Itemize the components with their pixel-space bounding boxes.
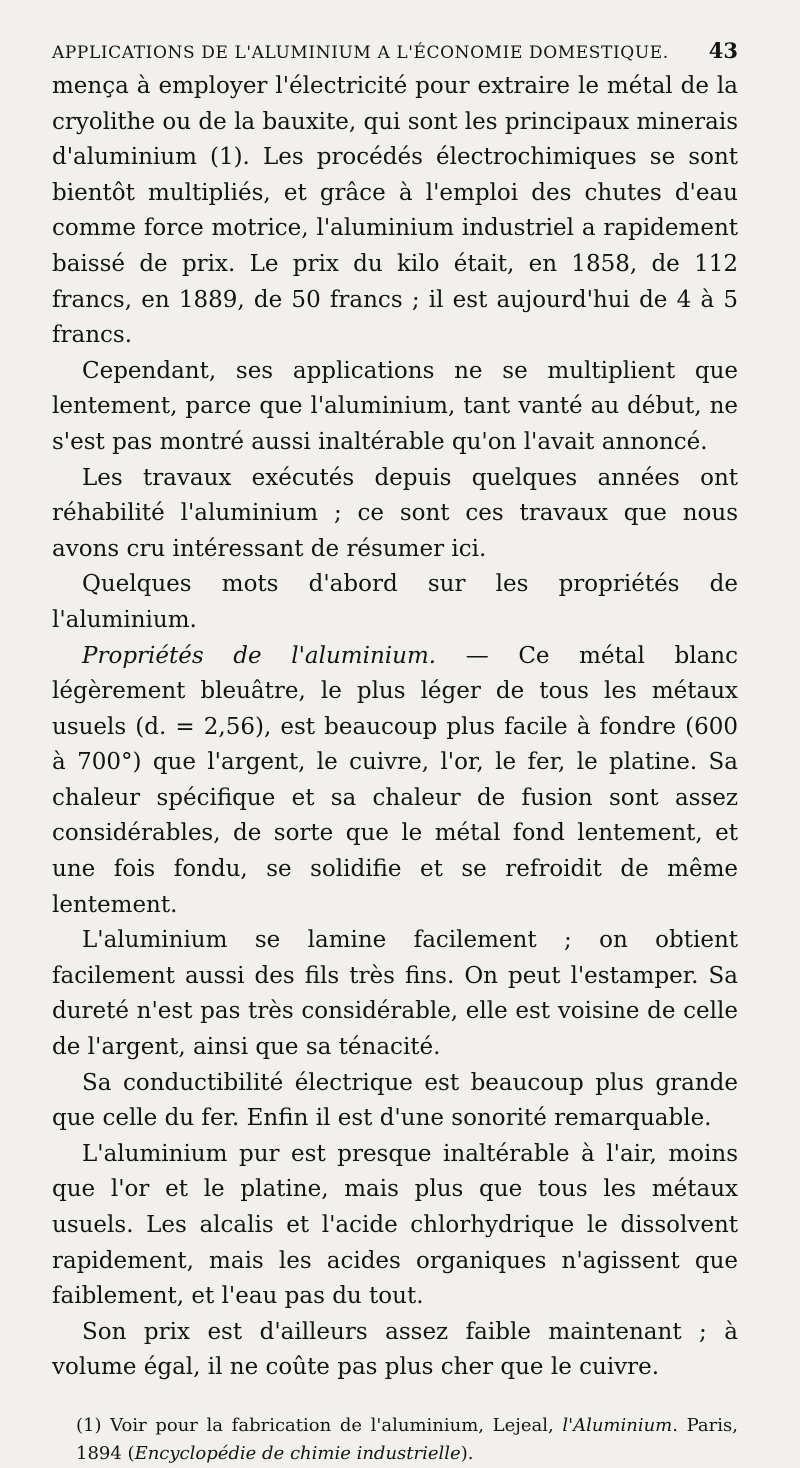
footnote-marker: (1) (76, 1414, 102, 1436)
running-head-title: APPLICATIONS DE L'ALUMINIUM A L'ÉCONOMIE DOMESTIQUE. (52, 43, 669, 63)
footnote-series-title: Encyclopédie de chimie industrielle (134, 1442, 461, 1464)
paragraph: L'aluminium se lamine facilement ; on obtient facilement aussi des fils très fins. On peut l'estamper. Sa dureté n'est pas très considérable, elle est voisine de celle de l'argent, ainsi que sa ténacité. (52, 927, 738, 1061)
footnote-text-middle: . Paris, 1894 ( (76, 1414, 738, 1464)
body-text (52, 69, 738, 1386)
footnote-book-title: l'Aluminium (562, 1414, 673, 1436)
page-number: 43 (708, 38, 738, 63)
footnote-text-before: Voir pour la fabrication de l'aluminium, Lejeal, (101, 1414, 563, 1436)
paragraph: Sa conductibilité électrique est beaucoup plus grande que celle du fer. Enfin il est d'une sonorité remarquable. (52, 1069, 738, 1132)
footnote-text-after: ). (460, 1442, 474, 1464)
paragraph: Les travaux exécutés depuis quelques années ont réhabilité l'aluminium ; ce sont ces travaux que nous avons cru intéressant de résumer ici. (52, 464, 738, 562)
footnote (52, 1412, 738, 1468)
paragraph: Quelques mots d'abord sur les propriétés de l'aluminium. (52, 571, 738, 633)
paragraph: Cependant, ses applications ne se multiplient que lentement, parce que l'aluminium, tant vanté au début, ne s'est pas montré aussi inaltérable qu'on l'avait annoncé. (52, 357, 738, 455)
paragraph-text: — Ce métal blanc légèrement bleuâtre, le plus léger de tous les métaux usuels (d. = 2,56), est beaucoup plus facile à fondre (600 à 700°) que l'argent, le cuivre, l'or, le fer, le platine. Sa chaleur spécifique et sa chaleur de fusion sont assez considérables, de sorte que le métal fond lentement, et une fois fondu, se solidifie et se refroidit de même lentement. (52, 642, 738, 918)
paragraph-properties (52, 639, 738, 924)
running-head (52, 38, 738, 63)
section-heading: Propriétés de l'aluminium. (82, 642, 437, 669)
paragraph-continuation: mença à employer l'électricité pour extraire le métal de la cryolithe ou de la bauxite, qui sont les principaux minerais d'aluminium (1). Les procédés électrochimiques se sont bientôt multipliés, et grâce à l'emploi des chutes d'eau comme force motrice, l'aluminium industriel a rapidement baissé de prix. Le prix du kilo était, en 1858, de 112 francs, en 1889, de 50 francs ; il est aujourd'hui de 4 à 5 francs. (52, 73, 738, 349)
paragraph: L'aluminium pur est presque inaltérable à l'air, moins que l'or et le platine, mais plus que tous les métaux usuels. Les alcalis et l'acide chlorhydrique le dissolvent rapidement, mais les acides organiques n'agissent que faiblement, et l'eau pas du tout. (52, 1140, 738, 1310)
paragraph: Son prix est d'ailleurs assez faible maintenant ; à volume égal, il ne coûte pas plus cher que le cuivre. (52, 1318, 738, 1381)
